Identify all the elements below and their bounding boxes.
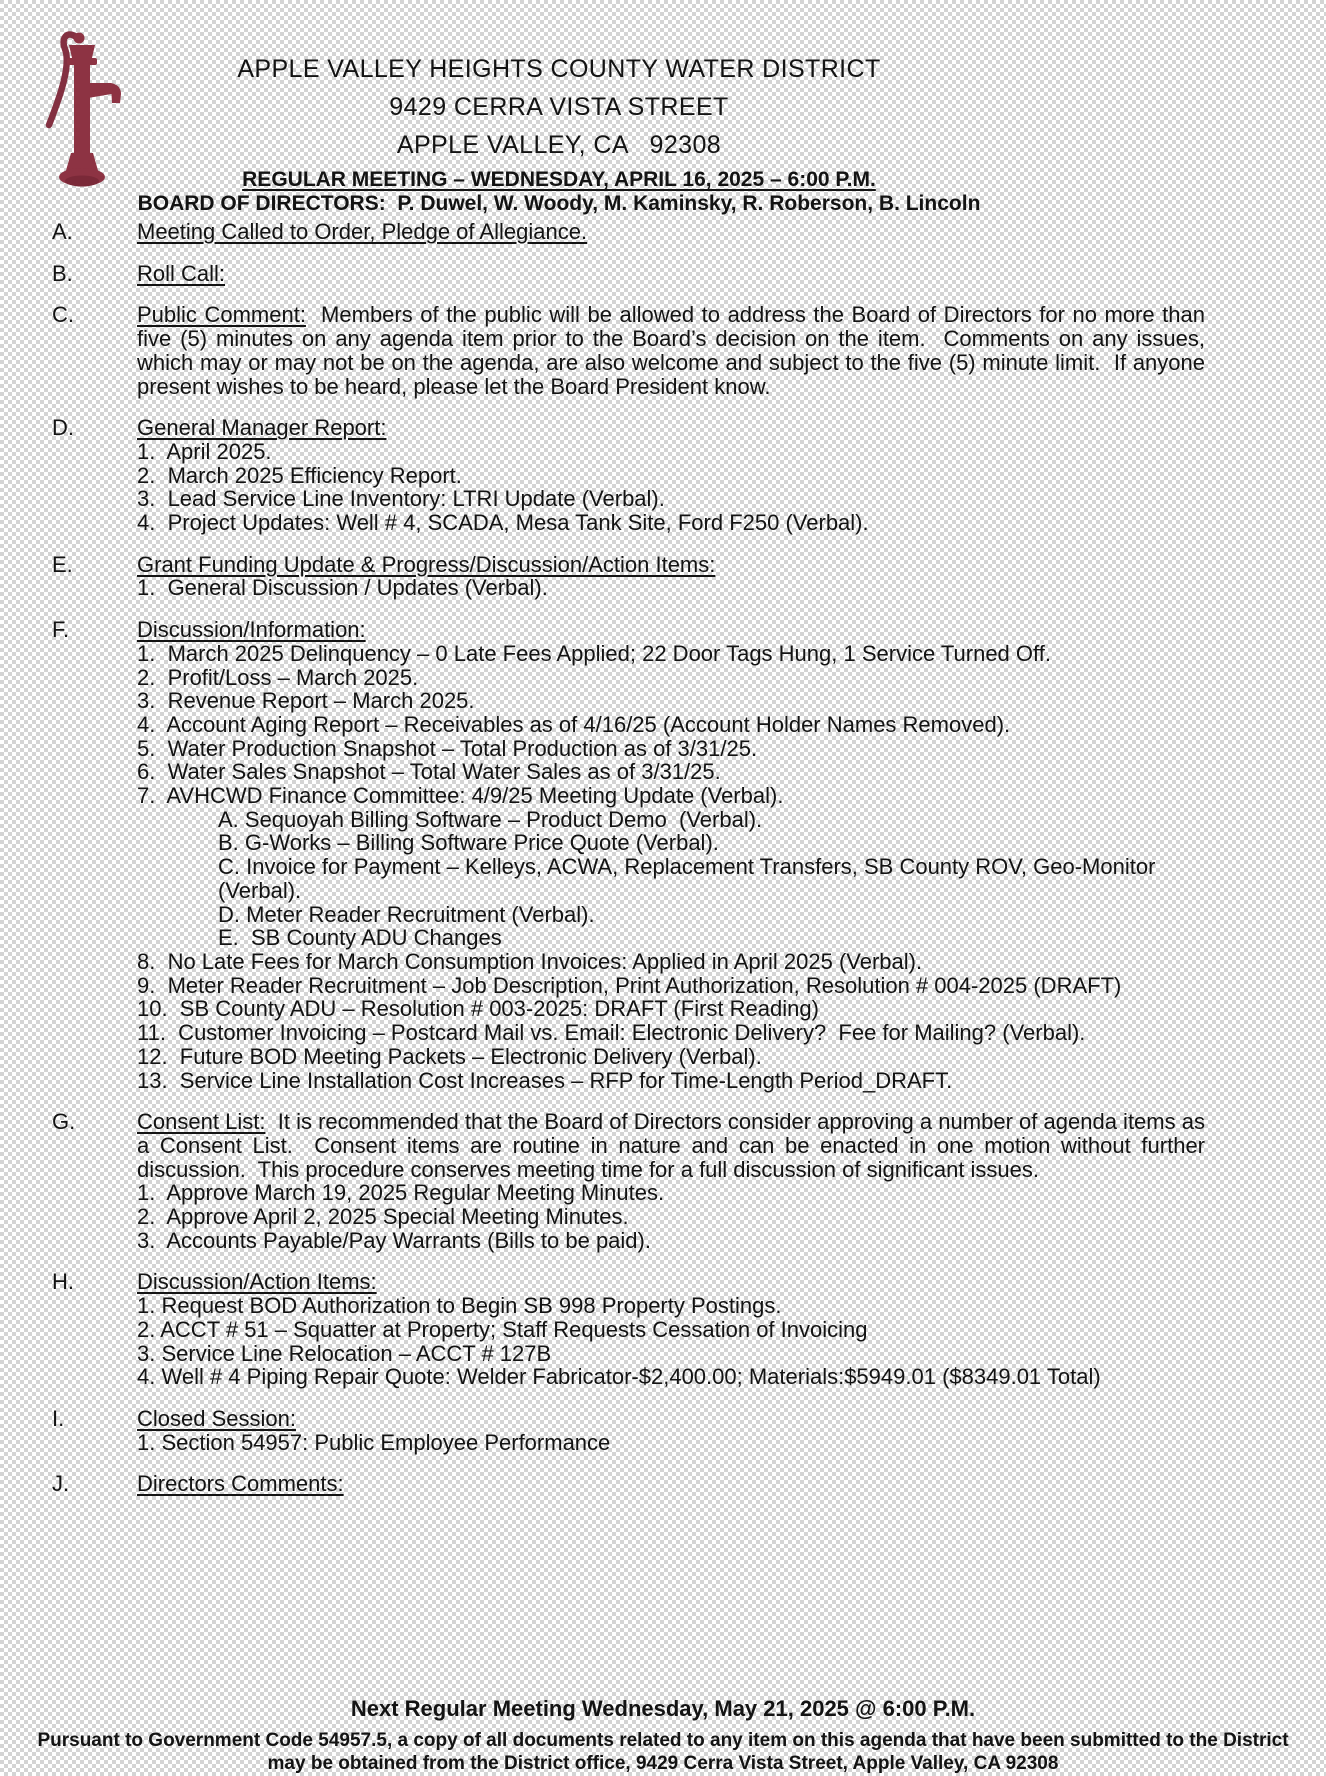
agenda-item: 3. Revenue Report – March 2025.	[137, 688, 475, 714]
section-h	[0, 1270, 1326, 1389]
agenda-item: 2. Approve April 2, 2025 Special Meeting Minutes.	[137, 1204, 629, 1230]
agenda-item: 13. Service Line Installation Cost Increases – RFP for Time-Length Period_DRAFT.	[137, 1067, 953, 1093]
agenda-item: 11. Customer Invoicing – Postcard Mail vs. Email: Electronic Delivery? Fee for Mailing? (Verbal).	[137, 1020, 1086, 1046]
agenda-item: 4. Account Aging Report – Receivables as of 4/16/25 (Account Holder Names Removed).	[137, 711, 1011, 737]
org-name: APPLE VALLEY HEIGHTS COUNTY WATER DISTRICT	[237, 55, 881, 83]
agenda-item: 4. Well # 4 Piping Repair Quote: Welder Fabricator-$2,400.00; Materials:$5949.01 ($8349.01 Total)	[137, 1364, 1101, 1390]
agenda-item: (Verbal).	[218, 877, 302, 903]
section-heading: Directors Comments:	[137, 1471, 344, 1497]
agenda-item: 1. Section 54957: Public Employee Performance	[137, 1429, 611, 1455]
agenda-item: 1. March 2025 Delinquency – 0 Late Fees Applied; 22 Door Tags Hung, 1 Service Turned Off.	[137, 640, 1051, 666]
agenda-item: D. Meter Reader Recruitment (Verbal).	[218, 901, 595, 927]
section-d	[0, 416, 1326, 535]
agenda-item: C. Invoice for Payment – Kelleys, ACWA, Replacement Transfers, SB County ROV, Geo-Monitor	[218, 854, 1156, 880]
section-letter: F.	[52, 617, 70, 643]
section-heading: Discussion/Information:	[137, 617, 366, 643]
agenda-item: 1. Request BOD Authorization to Begin SB 998 Property Postings.	[137, 1293, 782, 1319]
agenda-item: 2. Profit/Loss – March 2025.	[137, 664, 419, 690]
section-letter: B.	[52, 260, 73, 286]
public-comment-paragraph: Public Comment: Members of the public will be allowed to address the Board of Directors for no more than five (5) minutes on any agenda item prior to the Board’s decision on the item. Comments on any issues, which may or may not be on the agenda, are also welcome and subject to the five (5) minute limit. If anyone present wishes to be heard, please let the Board President know.	[137, 302, 1205, 399]
agenda-item: 5. Water Production Snapshot – Total Production as of 3/31/25.	[137, 735, 758, 761]
section-letter: I.	[52, 1405, 65, 1431]
agenda-item: 2. ACCT # 51 – Squatter at Property; Staff Requests Cessation of Invoicing	[137, 1316, 868, 1342]
section-letter: J.	[52, 1471, 70, 1497]
section-letter: G.	[52, 1109, 76, 1135]
section-heading: Consent List:	[137, 1109, 266, 1135]
agenda-item: 3. Lead Service Line Inventory: LTRI Update (Verbal).	[137, 486, 665, 512]
agenda-item: 12. Future BOD Meeting Packets – Electronic Delivery (Verbal).	[137, 1043, 762, 1069]
agenda-item: A. Sequoyah Billing Software – Product Demo (Verbal).	[218, 806, 763, 832]
org-address-street: 9429 CERRA VISTA STREET	[389, 93, 729, 121]
section-heading: General Manager Report:	[137, 415, 387, 441]
document-footer	[0, 1696, 1326, 1775]
section-j	[0, 1472, 1326, 1496]
section-a	[0, 220, 1326, 244]
section-letter: E.	[52, 551, 73, 577]
section-heading: Discussion/Action Items:	[137, 1269, 377, 1295]
section-b	[0, 262, 1326, 286]
agenda-item: 10. SB County ADU – Resolution # 003-2025: DRAFT (First Reading)	[137, 996, 819, 1022]
section-letter: D.	[52, 415, 74, 441]
agenda-item: 1. General Discussion / Updates (Verbal).	[137, 575, 548, 601]
water-pump-logo-icon	[36, 26, 136, 194]
org-address-city: APPLE VALLEY, CA 92308	[396, 131, 722, 159]
section-c	[0, 303, 1326, 398]
agenda-item: 4. Project Updates: Well # 4, SCADA, Mesa Tank Site, Ford F250 (Verbal).	[137, 510, 869, 536]
agenda-item: 7. AVHCWD Finance Committee: 4/9/25 Meeting Update (Verbal).	[137, 783, 784, 809]
agenda-item: 6. Water Sales Snapshot – Total Water Sales as of 3/31/25.	[137, 759, 721, 785]
agenda-item: E. SB County ADU Changes	[218, 925, 502, 951]
agenda-item: 2. March 2025 Efficiency Report.	[137, 462, 462, 488]
section-i	[0, 1407, 1326, 1454]
agenda-item: 8. No Late Fees for March Consumption Invoices: Applied in April 2025 (Verbal).	[137, 948, 923, 974]
agenda-item: 3. Service Line Relocation – ACCT # 127B	[137, 1340, 552, 1366]
section-f	[0, 618, 1326, 1092]
document-header	[0, 0, 1118, 216]
section-e	[0, 553, 1326, 600]
section-g	[0, 1110, 1326, 1252]
board-of-directors: BOARD OF DIRECTORS: P. Duwel, W. Woody, M. Kaminsky, R. Roberson, B. Lincoln	[137, 192, 981, 215]
section-heading: Roll Call:	[137, 260, 226, 286]
gov-code-notice-line2: may be obtained from the District office, 9429 Cerra Vista Street, Apple Valley, CA 92308	[267, 1753, 1059, 1774]
section-letter: A.	[52, 219, 73, 244]
section-letter: H.	[52, 1269, 74, 1295]
agenda-item: 9. Meter Reader Recruitment – Job Description, Print Authorization, Resolution # 004-2025 (DRAFT)	[137, 972, 1122, 998]
section-heading: Meeting Called to Order, Pledge of Allegiance.	[137, 219, 588, 244]
section-letter: C.	[52, 302, 74, 328]
agenda-sections	[0, 220, 1326, 1496]
agenda-item: 1. April 2025.	[137, 438, 272, 464]
gov-code-notice-line1: Pursuant to Government Code 54957.5, a copy of all documents related to any item on this agenda that have been submitted to the District	[37, 1730, 1289, 1751]
consent-list-paragraph: Consent List: It is recommended that the Board of Directors consider approving a number of agenda items as a Consent List. Consent items are routine in nature and can be enacted in one motion without further discussion. This procedure conserves meeting time for a full discussion of significant issues.	[137, 1109, 1205, 1182]
next-meeting-notice: Next Regular Meeting Wednesday, May 21, 2025 @ 6:00 P.M.	[350, 1696, 976, 1721]
agenda-item: B. G-Works – Billing Software Price Quote (Verbal).	[218, 830, 719, 856]
section-heading: Closed Session:	[137, 1405, 296, 1431]
agenda-item: 1. Approve March 19, 2025 Regular Meeting Minutes.	[137, 1180, 665, 1206]
meeting-title: REGULAR MEETING – WEDNESDAY, APRIL 16, 2025 – 6:00 P.M.	[242, 168, 876, 191]
agenda-item: 3. Accounts Payable/Pay Warrants (Bills to be paid).	[137, 1227, 651, 1253]
section-heading: Public Comment:	[137, 302, 306, 328]
section-heading: Grant Funding Update & Progress/Discussion/Action Items:	[137, 551, 716, 577]
